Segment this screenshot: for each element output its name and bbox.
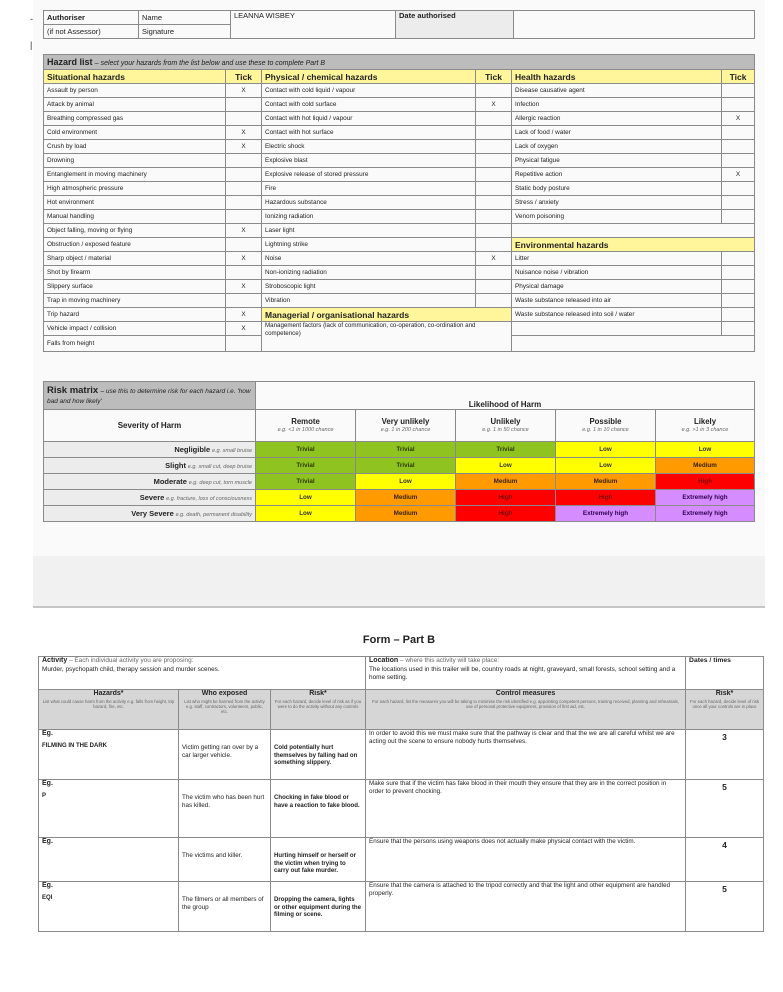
risk-level-cell: Medium (556, 474, 656, 490)
health-hazard-item: Physical fatigue (512, 154, 722, 168)
control-measures-cell[interactable]: In order to avoid this we must make sure that the pathway is clear and that the we are all careful whilst we are acting out the scene to ensure nobody hurts themselves. (366, 730, 686, 780)
health-tick-box[interactable] (722, 84, 755, 98)
risk-level-cell: High (456, 490, 556, 506)
page-gap (33, 556, 765, 606)
likelihood-column-header (556, 410, 656, 442)
situational-tick-box[interactable] (226, 98, 262, 112)
control-measures-column-hint: For each hazard, list the measures you will be taking to minimise the risk identified e.g. appointing competent persons, training received, planning and rehearsals, use of personal protective equipment, provision of first aid, etc. (372, 698, 679, 710)
control-measures-cell[interactable]: Ensure that the persons using weapons does not actually make physical contact with the victim. (366, 838, 686, 882)
part-b-row (39, 882, 764, 932)
risk-level-cell: Medium (356, 506, 456, 522)
blank-cell (512, 224, 755, 238)
risk-matrix-table (43, 381, 755, 522)
health-hazard-item: Litter (512, 252, 722, 266)
risk-level-cell: Extremely high (656, 506, 755, 522)
situational-hazard-item: Falls from height (44, 336, 226, 352)
situational-tick-box[interactable]: X (226, 126, 262, 140)
severity-name: Slight (165, 461, 187, 470)
situational-hazard-item: Slippery surface (44, 280, 226, 294)
health-hazard-item: Venom poisoning (512, 210, 722, 224)
hazard-cell[interactable] (39, 730, 179, 780)
situational-hazard-item: Sharp object / material (44, 252, 226, 266)
physical-tick-box[interactable] (476, 84, 512, 98)
severity-example: e.g. death, permanent disability (175, 512, 252, 518)
hazard-example-label: Eg. (42, 780, 53, 787)
severity-name: Severe (139, 493, 165, 502)
physical-hazard-item: Hazardous substance (262, 196, 476, 210)
situational-hazard-item: Entanglement in moving machinery (44, 168, 226, 182)
health-tick-box[interactable] (722, 280, 755, 294)
severity-row (44, 458, 755, 474)
risk-cell[interactable]: Dropping the camera, lights or other equipment during the filming or scene. (271, 882, 366, 932)
hazard-row (44, 126, 755, 140)
risk-level-cell: Low (456, 458, 556, 474)
risk-level-cell: Trivial (356, 442, 456, 458)
risk-level-cell: High (456, 506, 556, 522)
likelihood-level: Very unlikely (381, 417, 430, 427)
date-authorised-label: Date authorised (396, 11, 514, 39)
health-hazard-item: Static body posture (512, 182, 722, 196)
health-hazards-header: Health hazards (512, 70, 722, 84)
health-tick-box[interactable] (722, 322, 755, 336)
hazard-row (44, 322, 755, 336)
authoriser-name-field[interactable]: LEANNA WISBEY (231, 11, 396, 39)
severity-level (44, 474, 256, 490)
who-exposed-cell[interactable]: The victim who has been hurt has killed. (179, 780, 271, 838)
hazard-row (44, 196, 755, 210)
risk-level-cell: Medium (656, 458, 755, 474)
likelihood-column-header (256, 410, 356, 442)
situational-tick-box[interactable] (226, 238, 262, 252)
likelihood-header: Likelihood of Harm (256, 382, 755, 410)
health-hazard-item: Repetitive action (512, 168, 722, 182)
hazard-list-title: Hazard list (47, 57, 93, 67)
physical-hazard-item: Vibration (262, 294, 476, 308)
risk-matrix-subtitle: – use this to determine risk for each hazard i.e. 'how bad and how likely' (47, 387, 251, 406)
situational-hazard-item: Manual handling (44, 210, 226, 224)
severity-row (44, 490, 755, 506)
severity-example: e.g. deep cut, torn muscle (188, 480, 252, 486)
physical-tick-box[interactable] (476, 154, 512, 168)
physical-hazard-item: Ionizing radiation (262, 210, 476, 224)
situational-tick-box[interactable]: X (226, 322, 262, 336)
health-hazard-item: Disease causative agent (512, 84, 722, 98)
risk-level-cell: High (656, 474, 755, 490)
managerial-hazard-item: Management factors (lack of communication, co-operation, co-ordination and competence) (262, 322, 512, 352)
health-hazard-item: Allergic reaction (512, 112, 722, 126)
hazard-row (44, 252, 755, 266)
hazard-row (44, 238, 755, 252)
authoriser-label: Authoriser (44, 11, 139, 25)
physical-hazard-item: Non-ionizing radiation (262, 266, 476, 280)
health-hazard-item: Lack of food / water (512, 126, 722, 140)
page-one (33, 0, 765, 556)
risk-level-cell: Low (556, 442, 656, 458)
hazard-example-label: Eg. (42, 730, 53, 737)
control-measures-cell[interactable]: Ensure that the camera is attached to the tripod correctly and that the light and other equipment are handled properly. (366, 882, 686, 932)
health-tick-box[interactable] (722, 294, 755, 308)
residual-risk-cell[interactable]: 5 (686, 780, 764, 838)
situational-tick-box[interactable] (226, 210, 262, 224)
part-b-title: Form – Part B (362, 634, 436, 646)
health-tick-box[interactable]: X (722, 168, 755, 182)
severity-level (44, 442, 256, 458)
residual-risk-column-title: Risk* (715, 690, 734, 697)
severity-level (44, 490, 256, 506)
margin-mark: | (30, 40, 33, 50)
situational-tick-box[interactable] (226, 294, 262, 308)
residual-risk-cell[interactable]: 3 (686, 730, 764, 780)
health-hazard-item: Waste substance released into soil / water (512, 308, 722, 322)
hazard-cell[interactable] (39, 780, 179, 838)
if-not-assessor-label: (if not Assessor) (44, 25, 139, 39)
health-tick-box[interactable] (722, 126, 755, 140)
hazards-column-title: Hazards* (93, 690, 124, 697)
physical-tick-box[interactable] (476, 196, 512, 210)
health-hazard-item: Waste substance released into air (512, 294, 722, 308)
physical-hazard-item: Contact with cold liquid / vapour (262, 84, 476, 98)
severity-example: e.g. small bruise (211, 448, 252, 454)
situational-hazard-item: Drowning (44, 154, 226, 168)
health-tick-box[interactable] (722, 182, 755, 196)
health-tick-box[interactable] (722, 154, 755, 168)
hazard-name: FILMING IN THE DARK (42, 742, 107, 749)
physical-tick-box[interactable]: X (476, 252, 512, 266)
risk-level-cell: Medium (456, 474, 556, 490)
health-tick-box[interactable] (722, 266, 755, 280)
who-exposed-cell[interactable]: The victims and killer. (179, 838, 271, 882)
situational-tick-box[interactable]: X (226, 84, 262, 98)
location-label: Location (369, 657, 399, 664)
location-hint: – where this activity will take place: (399, 657, 500, 664)
residual-risk-column-hint: For each hazard, decide level of risk once all your controls are in place (690, 698, 760, 710)
situational-tick-box[interactable]: X (226, 308, 262, 322)
date-authorised-field[interactable] (514, 11, 755, 39)
health-tick-box[interactable] (722, 196, 755, 210)
hazard-row (44, 224, 755, 238)
tick-header: Tick (476, 70, 512, 84)
likelihood-column-header (656, 410, 755, 442)
situational-hazard-item: Trap in moving machinery (44, 294, 226, 308)
blank-cell (512, 336, 755, 352)
risk-level-cell: Low (556, 458, 656, 474)
location-value[interactable]: The locations used in this trailer will be, country roads at night, graveyard, small forests, school setting and a home setting. (369, 665, 676, 681)
situational-hazard-item: Hot environment (44, 196, 226, 210)
situational-hazard-item: Cold environment (44, 126, 226, 140)
situational-hazard-item: High atmospheric pressure (44, 182, 226, 196)
situational-hazard-item: Vehicle impact / collision (44, 322, 226, 336)
control-measures-column-title: Control measures (495, 690, 556, 697)
situational-hazards-header: Situational hazards (44, 70, 226, 84)
severity-example: e.g. small cut, deep bruise (187, 464, 252, 470)
situational-hazard-item: Crush by load (44, 140, 226, 154)
situational-tick-box[interactable]: X (226, 280, 262, 294)
severity-row (44, 506, 755, 522)
physical-hazard-item: Fire (262, 182, 476, 196)
likelihood-column-header (356, 410, 456, 442)
risk-level-cell: Trivial (256, 442, 356, 458)
situational-hazard-item: Breathing compressed gas (44, 112, 226, 126)
hazard-row (44, 266, 755, 280)
situational-hazard-item: Assault by person (44, 84, 226, 98)
physical-hazard-item: Stroboscopic light (262, 280, 476, 294)
risk-level-cell: Trivial (356, 458, 456, 474)
who-exposed-cell[interactable]: Victim getting ran over by a car larger vehicle. (179, 730, 271, 780)
hazard-row (44, 112, 755, 126)
hazard-row (44, 168, 755, 182)
physical-hazard-item: Noise (262, 252, 476, 266)
likelihood-level: Likely (693, 417, 717, 427)
severity-name: Very Severe (131, 509, 174, 518)
hazard-row (44, 182, 755, 196)
physical-tick-box[interactable] (476, 280, 512, 294)
part-b-row (39, 730, 764, 780)
severity-header: Severity of Harm (44, 410, 256, 442)
residual-risk-cell[interactable]: 4 (686, 838, 764, 882)
likelihood-description: e.g. 1 in 10 chance (582, 426, 629, 433)
severity-level (44, 506, 256, 522)
control-measures-column-header (366, 690, 686, 730)
risk-level-cell: Trivial (456, 442, 556, 458)
risk-level-cell: Extremely high (656, 490, 755, 506)
risk-level-cell: Trivial (256, 474, 356, 490)
hazard-row (44, 84, 755, 98)
situational-tick-box[interactable]: X (226, 224, 262, 238)
control-measures-cell[interactable]: Make sure that if the victim has fake blood in their mouth they ensure that they are in the correct position in order to prevent chocking. (366, 780, 686, 838)
physical-tick-box[interactable]: X (476, 98, 512, 112)
hazard-name: P (42, 792, 47, 799)
physical-tick-box[interactable] (476, 224, 512, 238)
severity-example: e.g. fracture, loss of consciousness (166, 496, 252, 502)
risk-column-header (271, 690, 366, 730)
health-hazard-item: Physical damage (512, 280, 722, 294)
severity-level (44, 458, 256, 474)
risk-cell[interactable]: Cold potentially hurt themselves by falling had on something slippery. (271, 730, 366, 780)
risk-level-cell: Low (656, 442, 755, 458)
risk-cell[interactable]: Hurting himself or herself or the victim when trying to carry out fake murder. (271, 838, 366, 882)
activity-cell (39, 657, 366, 690)
risk-column-title: Risk* (309, 690, 327, 697)
situational-tick-box[interactable] (226, 196, 262, 210)
situational-tick-box[interactable] (226, 168, 262, 182)
location-cell (366, 657, 686, 690)
health-hazard-item: Nuisance noise / vibration (512, 266, 722, 280)
risk-level-cell: High (556, 490, 656, 506)
risk-level-cell: Medium (356, 490, 456, 506)
likelihood-description: e.g. 1 in 50 chance (482, 426, 529, 433)
risk-level-cell: Extremely high (556, 506, 656, 522)
hazard-name: EQI (42, 894, 53, 901)
environmental-hazards-header: Environmental hazards (512, 238, 755, 252)
situational-hazard-item: Trip hazard (44, 308, 226, 322)
physical-hazard-item: Laser light (262, 224, 476, 238)
physical-tick-box[interactable] (476, 238, 512, 252)
health-tick-box[interactable]: X (722, 112, 755, 126)
likelihood-level: Possible (589, 417, 622, 427)
risk-level-cell: Low (256, 490, 356, 506)
authoriser-table (43, 10, 755, 39)
hazard-cell[interactable] (39, 838, 179, 882)
tick-header: Tick (722, 70, 755, 84)
likelihood-description: e.g. <1 in 1000 chance (277, 426, 334, 433)
hazard-example-label: Eg. (42, 882, 53, 889)
margin-mark: - (30, 14, 33, 24)
health-hazard-item: Stress / anxiety (512, 196, 722, 210)
hazard-row (44, 280, 755, 294)
hazard-list-subtitle: – select your hazards from the list below and use these to complete Part B (94, 60, 326, 67)
activity-label: Activity (42, 657, 68, 664)
who-exposed-cell[interactable]: The filmers or all members of the group (179, 882, 271, 932)
part-b-row (39, 838, 764, 882)
situational-hazard-item: Object falling, moving or flying (44, 224, 226, 238)
situational-tick-box[interactable] (226, 336, 262, 352)
hazards-column-header (39, 690, 179, 730)
situational-tick-box[interactable] (226, 182, 262, 196)
situational-tick-box[interactable] (226, 266, 262, 280)
hazard-row (44, 210, 755, 224)
name-label: Name (139, 11, 231, 25)
part-b-table (38, 656, 764, 932)
physical-hazard-item: Lightning strike (262, 238, 476, 252)
physical-tick-box[interactable] (476, 266, 512, 280)
physical-tick-box[interactable] (476, 168, 512, 182)
activity-hint: – Each individual activity you are proposing: (69, 657, 194, 664)
physical-tick-box[interactable] (476, 126, 512, 140)
hazard-row (44, 294, 755, 308)
risk-column-hint: For each hazard, decide level of risk as if you were to do the activity without any controls (274, 698, 362, 710)
situational-hazard-item: Attack by animal (44, 98, 226, 112)
health-hazard-item (512, 322, 722, 336)
severity-row (44, 442, 755, 458)
tick-header: Tick (226, 70, 262, 84)
dates-times-label: Dates / times (686, 657, 764, 690)
likelihood-level: Remote (291, 417, 320, 427)
physical-hazard-item: Explosive blast (262, 154, 476, 168)
hazard-row (44, 140, 755, 154)
health-tick-box[interactable] (722, 252, 755, 266)
health-tick-box[interactable] (722, 308, 755, 322)
physical-hazard-item: Contact with cold surface (262, 98, 476, 112)
severity-row (44, 474, 755, 490)
risk-matrix-title: Risk matrix (47, 384, 99, 396)
health-tick-box[interactable] (722, 140, 755, 154)
physical-hazard-item: Contact with hot surface (262, 126, 476, 140)
risk-level-cell: Low (256, 506, 356, 522)
physical-hazard-item: Electric shock (262, 140, 476, 154)
situational-hazard-item: Shot by firearm (44, 266, 226, 280)
residual-risk-cell[interactable]: 5 (686, 882, 764, 932)
situational-tick-box[interactable]: X (226, 140, 262, 154)
health-hazard-item: Infection (512, 98, 722, 112)
hazards-column-hint: List what could cause harm from the activity e.g. falls from height, trip hazard, fire, etc. (42, 698, 175, 710)
likelihood-description: e.g. >1 in 3 chance (681, 426, 729, 433)
who-exposed-column-title: Who exposed (201, 690, 248, 697)
situational-tick-box[interactable]: X (226, 252, 262, 266)
physical-tick-box[interactable] (476, 140, 512, 154)
who-exposed-column-header (179, 690, 271, 730)
likelihood-level: Unlikely (490, 417, 521, 427)
page-top-rule (33, 606, 765, 608)
hazard-cell[interactable] (39, 882, 179, 932)
hazard-row (44, 98, 755, 112)
part-b-row (39, 780, 764, 838)
risk-level-cell: Low (356, 474, 456, 490)
physical-tick-box[interactable] (476, 210, 512, 224)
hazard-row (44, 308, 755, 322)
signature-label: Signature (139, 25, 231, 39)
residual-risk-column-header (686, 690, 764, 730)
physical-tick-box[interactable] (476, 112, 512, 126)
health-tick-box[interactable] (722, 98, 755, 112)
hazard-example-label: Eg. (42, 838, 53, 845)
risk-matrix-header (44, 382, 256, 410)
severity-name: Negligible (174, 445, 211, 454)
likelihood-description: e.g. 1 in 200 chance (380, 426, 431, 433)
who-exposed-column-hint: List who might be harmed from the activity e.g. staff, contractors, volunteers, public, etc. (184, 698, 265, 715)
severity-name: Moderate (153, 477, 187, 486)
activity-value[interactable]: Murder, psychopath child, therapy session and murder scenes. (42, 665, 220, 673)
physical-hazard-item: Contact with hot liquid / vapour (262, 112, 476, 126)
physical-tick-box[interactable] (476, 294, 512, 308)
managerial-hazards-header: Managerial / organisational hazards (262, 308, 512, 322)
physical-hazards-header: Physical / chemical hazards (262, 70, 476, 84)
hazard-list-table (43, 54, 755, 352)
physical-hazard-item: Explosive release of stored pressure (262, 168, 476, 182)
likelihood-column-header (456, 410, 556, 442)
situational-tick-box[interactable] (226, 112, 262, 126)
health-tick-box[interactable] (722, 210, 755, 224)
risk-cell[interactable]: Chocking in fake blood or have a reaction to fake blood. (271, 780, 366, 838)
physical-tick-box[interactable] (476, 182, 512, 196)
situational-tick-box[interactable] (226, 154, 262, 168)
hazard-row (44, 154, 755, 168)
hazard-list-header (44, 55, 755, 70)
situational-hazard-item: Obstruction / exposed feature (44, 238, 226, 252)
risk-level-cell: Trivial (256, 458, 356, 474)
page-two (33, 606, 765, 936)
health-hazard-item: Lack of oxygen (512, 140, 722, 154)
